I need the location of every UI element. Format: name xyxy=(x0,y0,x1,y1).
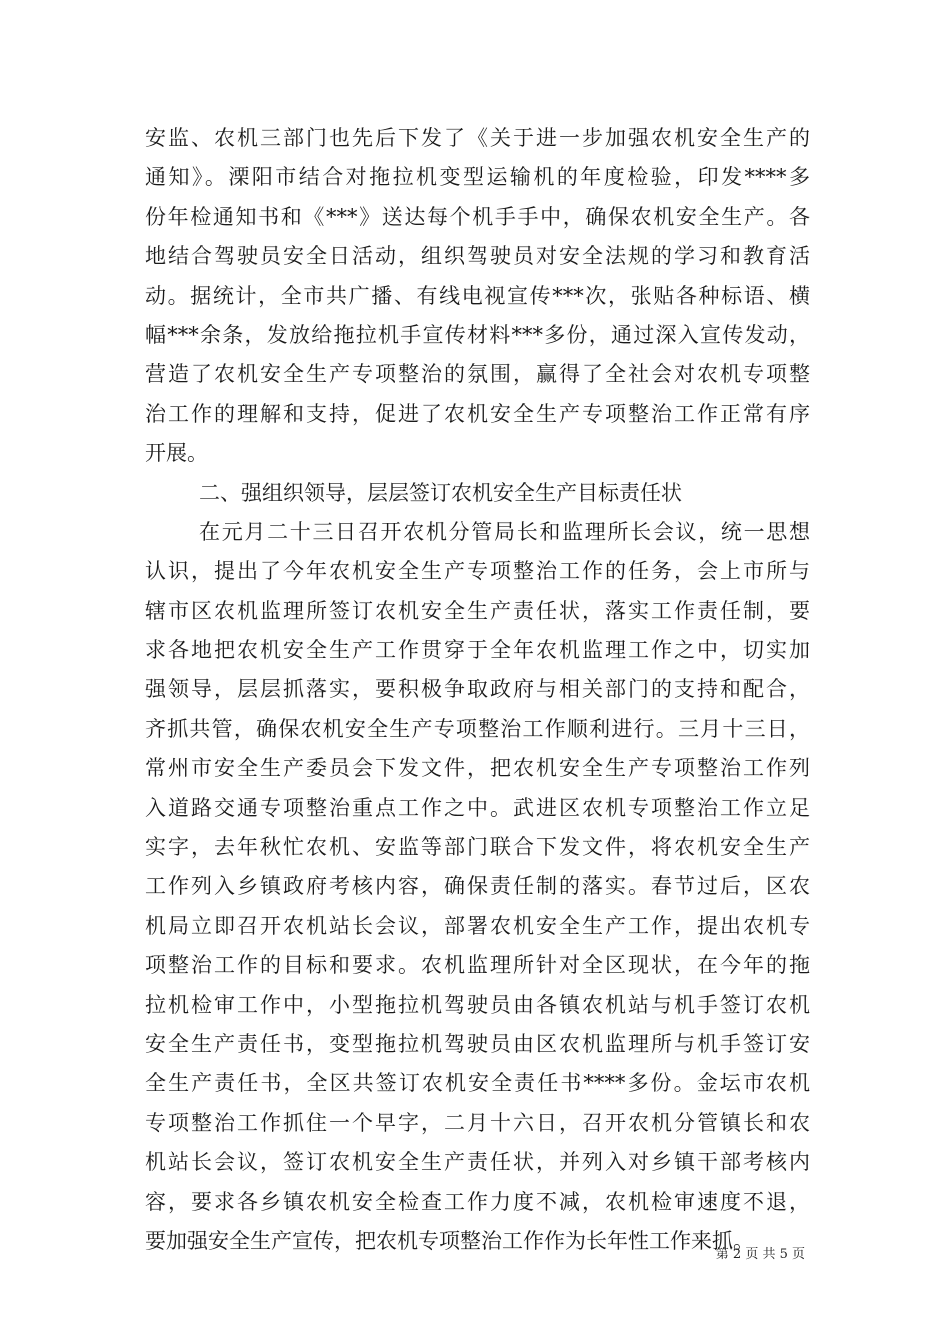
paragraph-line: 容，要求各乡镇农机安全检查工作力度不减，农机检审速度不退， xyxy=(145,1189,810,1214)
paragraph-line: 入道路交通专项整治重点工作之中。武进区农机专项整治工作立足 xyxy=(145,795,810,820)
paragraph-line: 通知》。溧阳市结合对拖拉机变型运输机的年度检验，印发****多 xyxy=(145,165,810,190)
paragraph-line: 动。据统计，全市共广播、有线电视宣传***次，张贴各种标语、横 xyxy=(145,283,810,308)
paragraph-line: 机局立即召开农机站长会议，部署农机安全生产工作，提出农机专 xyxy=(145,913,810,938)
paragraph-line: 常州市安全生产委员会下发文件，把农机安全生产专项整治工作列 xyxy=(145,756,810,781)
paragraph-line: 机站长会议，签订农机安全生产责任状，并列入对乡镇干部考核内 xyxy=(145,1150,810,1175)
paragraph-line: 安监、农机三部门也先后下发了《关于进一步加强农机安全生产的 xyxy=(145,126,810,150)
paragraph-line: 治工作的理解和支持，促进了农机安全生产专项整治工作正常有序 xyxy=(145,401,810,426)
page-number-footer: 第 2 页 共 5 页 xyxy=(715,1247,805,1262)
paragraph-line: 强领导，层层抓落实，要积极争取政府与相关部门的支持和配合， xyxy=(145,677,810,702)
paragraph-line: 营造了农机安全生产专项整治的氛围，赢得了全社会对农机专项整 xyxy=(145,362,810,387)
paragraph-line: 拉机检审工作中，小型拖拉机驾驶员由各镇农机站与机手签订农机 xyxy=(145,992,810,1017)
paragraph-line: 在元月二十三日召开农机分管局长和监理所长会议，统一思想 xyxy=(199,519,810,544)
paragraph-line: 项整治工作的目标和要求。农机监理所针对全区现状，在今年的拖 xyxy=(145,953,810,978)
paragraph-line: 工作列入乡镇政府考核内容，确保责任制的落实。春节过后，区农 xyxy=(145,874,810,899)
document-body xyxy=(145,119,810,1261)
paragraph-line: 安全生产责任书，变型拖拉机驾驶员由区农机监理所与机手签订安 xyxy=(145,1031,810,1056)
paragraph-line: 全生产责任书，全区共签订农机安全责任书****多份。金坛市农机 xyxy=(145,1071,810,1096)
paragraph-line: 专项整治工作抓住一个早字，二月十六日，召开农机分管镇长和农 xyxy=(145,1110,810,1135)
paragraph-line: 份年检通知书和《***》送达每个机手手中，确保农机安全生产。各 xyxy=(145,204,810,229)
paragraph-line: 齐抓共管，确保农机安全生产专项整治工作顺利进行。三月十三日， xyxy=(145,716,810,741)
paragraph-line: 地结合驾驶员安全日活动，组织驾驶员对安全法规的学习和教育活 xyxy=(145,244,810,269)
paragraph-line: 认识，提出了今年农机安全生产专项整治工作的任务，会上市所与 xyxy=(145,559,810,584)
paragraph-line: 开展。 xyxy=(145,441,208,466)
paragraph-line: 要加强安全生产宣传，把农机专项整治工作作为长年性工作来抓。 xyxy=(145,1228,754,1253)
paragraph-line: 实字，去年秋忙农机、安监等部门联合下发文件，将农机安全生产 xyxy=(145,835,810,860)
paragraph-line: 求各地把农机安全生产工作贯穿于全年农机监理工作之中，切实加 xyxy=(145,638,810,663)
section-heading: 二、强组织领导，层层签订农机安全生产目标责任状 xyxy=(199,480,682,505)
paragraph-line: 辖市区农机监理所签订农机安全生产责任状，落实工作责任制，要 xyxy=(145,598,810,623)
paragraph-line: 幅***余条，发放给拖拉机手宣传材料***多份，通过深入宣传发动， xyxy=(145,322,810,347)
